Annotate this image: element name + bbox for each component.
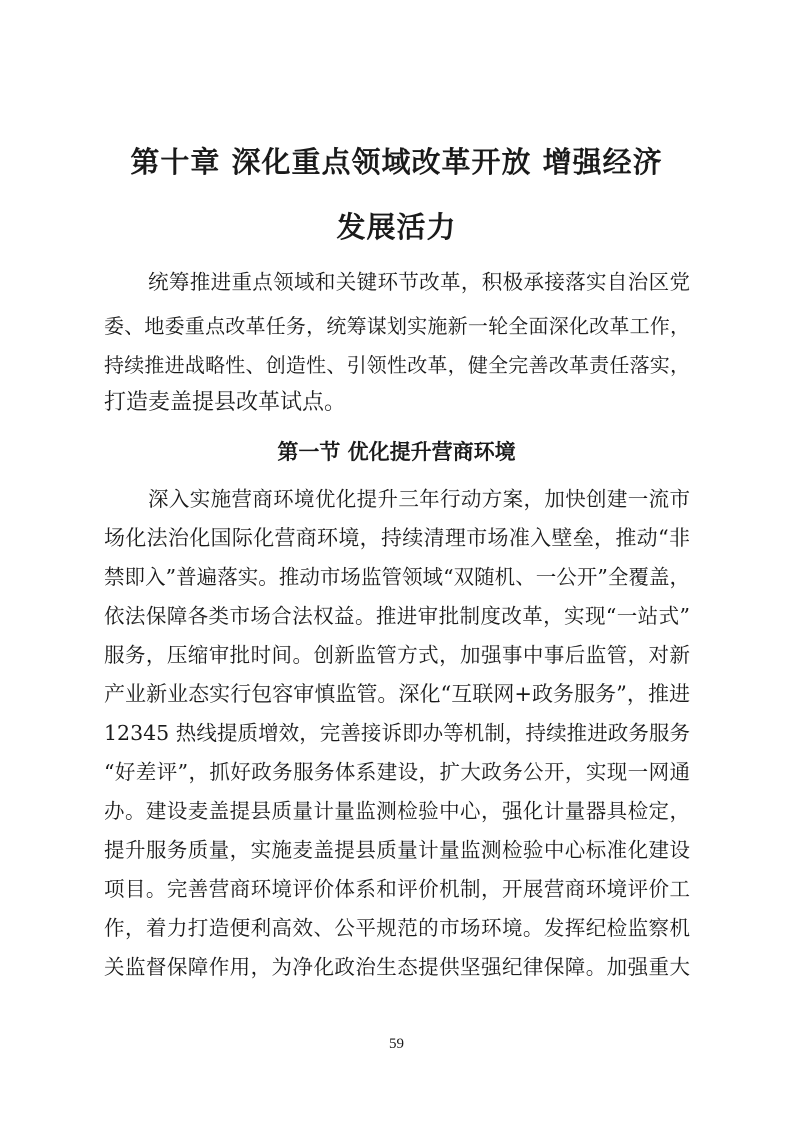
section-title: 第一节 优化提升营商环境 bbox=[277, 440, 516, 464]
page-number: 59 bbox=[389, 1036, 404, 1052]
body-line: 禁即入”普遍落实。推动市场监管领域“双随机、一公开”全覆盖， bbox=[104, 565, 690, 589]
intro-line: 统筹推进重点领域和关键环节改革，积极承接落实自治区党 bbox=[148, 270, 690, 294]
body-line: “好差评”，抓好政务服务体系建设，扩大政务公开，实现一网通 bbox=[104, 760, 690, 784]
intro-line: 持续推进战略性、创造性、引领性改革，健全完善改革责任落实， bbox=[104, 353, 690, 377]
body-line: 服务，压缩审批时间。创新监管方式，加强事中事后监管，对新 bbox=[104, 643, 690, 667]
intro-line: 委、地委重点改革任务，统筹谋划实施新一轮全面深化改革工作， bbox=[104, 314, 690, 338]
intro-line: 打造麦盖提县改革试点。 bbox=[104, 390, 347, 415]
body-line: 场化法治化国际化营商环境，持续清理市场准入壁垒，推动“非 bbox=[104, 526, 690, 550]
chapter-title-line-2: 发展活力 bbox=[336, 210, 457, 244]
body-line: 产业新业态实行包容审慎监管。深化“互联网+政务服务”，推进 bbox=[104, 682, 690, 706]
body-line: 关监督保障作用，为净化政治生态提供坚强纪律保障。加强重大 bbox=[104, 955, 690, 979]
body-line: 提升服务质量，实施麦盖提县质量计量监测检验中心标准化建设 bbox=[104, 838, 690, 862]
body-line: 12345 热线提质增效，完善接诉即办等机制，持续推进政务服务 bbox=[104, 721, 690, 745]
body-line: 作，着力打造便利高效、公平规范的市场环境。发挥纪检监察机 bbox=[104, 916, 690, 940]
body-line: 深入实施营商环境优化提升三年行动方案，加快创建一流市 bbox=[148, 487, 690, 511]
body-line: 办。建设麦盖提县质量计量监测检验中心，强化计量器具检定， bbox=[104, 799, 690, 823]
body-line: 项目。完善营商环境评价体系和评价机制，开展营商环境评价工 bbox=[104, 877, 690, 901]
chapter-title-line-1: 第十章 深化重点领域改革开放 增强经济 bbox=[130, 145, 663, 179]
body-line: 依法保障各类市场合法权益。推进审批制度改革，实现“一站式” bbox=[104, 604, 690, 628]
